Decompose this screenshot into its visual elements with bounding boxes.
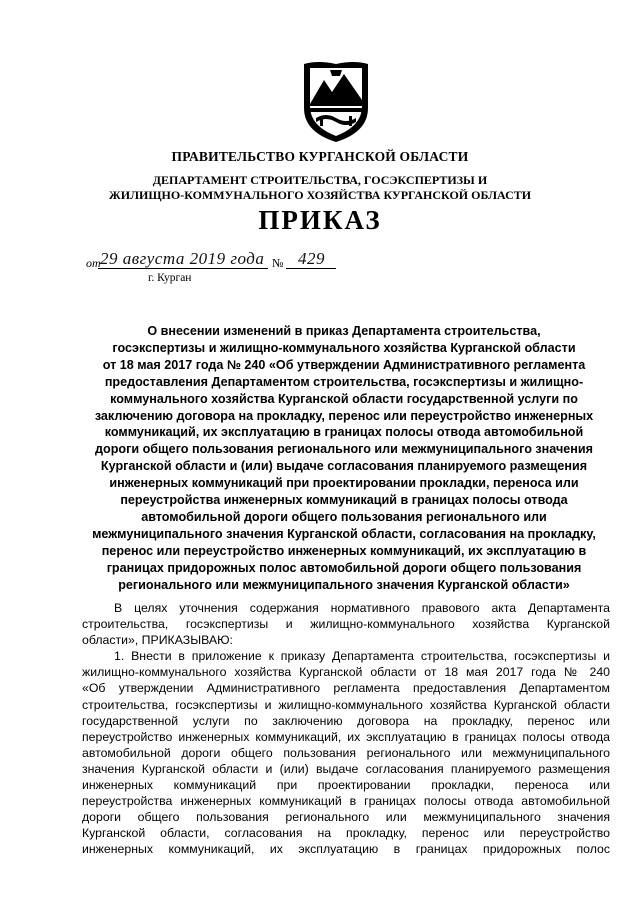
body-line: 1. Внести в приложение к приказу Департамента строительства, госэкспертизы и — [114, 649, 610, 664]
document-type: ПРИКАЗ — [258, 205, 382, 235]
handwritten-date: 29 августа 2019 года — [100, 249, 265, 268]
department-line-1: ДЕПАРТАМЕНТ СТРОИТЕЛЬСТВА, ГОСЭКСПЕРТИЗЫ И — [152, 173, 488, 187]
date-underline — [98, 268, 268, 269]
body-line: области», ПРИКАЗЫВАЮ: — [82, 633, 233, 648]
body-line: инженерных коммуникаций при проектировании прокладки, переноса или — [82, 778, 610, 793]
order-date-line — [86, 249, 386, 286]
title-line: коммунального хозяйства Курганской области государственной услуги по — [110, 391, 578, 406]
title-line: коммуникаций, их эксплуатацию в границах полосы отвода автомобильной — [104, 425, 584, 440]
city: г. Курган — [148, 272, 192, 284]
order-body — [82, 600, 610, 858]
title-line: перенос или переустройство инженерных коммуникаций, их эксплуатацию в — [101, 543, 587, 558]
title-line: межмуниципального значения Курганской области, согласования на прокладку, — [92, 526, 596, 541]
title-line: от 18 мая 2017 года № 240 «Об утверждении Административного регламента — [102, 357, 586, 372]
department-line-2: ЖИЛИЩНО-КОММУНАЛЬНОГО ХОЗЯЙСТВА КУРГАНСКОЙ ОБЛАСТИ — [108, 188, 532, 202]
body-line: переустройство инженерных коммуникаций, их эксплуатацию в границах полосы отвода — [82, 729, 610, 744]
number-underline — [286, 268, 336, 269]
coat-of-arms-icon — [300, 58, 372, 144]
title-line: Курганской области и (или) выдаче согласования планируемого размещения — [100, 459, 588, 474]
title-line: регионального или межмуниципального значения Курганской области» — [118, 577, 570, 592]
government-name: ПРАВИТЕЛЬСТВО КУРГАНСКОЙ ОБЛАСТИ — [171, 149, 469, 164]
title-line: границах придорожных полос автомобильной дороги общего пользования — [106, 560, 582, 575]
handwritten-number: 429 — [298, 249, 325, 268]
body-line: жилищно-коммунального хозяйства Курганской области от 18 мая 2017 года № 240 — [82, 665, 610, 680]
number-prefix: № — [272, 256, 284, 270]
title-line: госэкспертизы и жилищно-коммунального хозяйства Курганской области — [112, 340, 576, 355]
body-line: автомобильной дороги общего пользования регионального или межмуниципального — [82, 745, 610, 760]
body-line: инженерных коммуникаций, их эксплуатацию в границах придорожных полос — [82, 842, 610, 857]
department-name — [0, 173, 640, 203]
body-line: строительства, госэкспертизы и жилищно-коммунального хозяйства Курганской области — [82, 697, 610, 712]
body-line: переустройства инженерных коммуникаций в границах полосы отвода автомобильной — [82, 794, 610, 809]
body-line: В целях уточнения содержания нормативного правового акта Департамента — [114, 601, 610, 615]
title-line: заключению договора на прокладку, перенос или переустройство инженерных — [94, 408, 594, 423]
body-line: значения Курганской области и (или) выдаче согласования планируемого размещения — [82, 761, 610, 776]
title-line: О внесении изменений в приказ Департамента строительства, — [147, 324, 541, 338]
preamble-paragraph — [82, 600, 610, 648]
date-prefix: от — [86, 256, 101, 270]
item-1-paragraph — [82, 648, 610, 857]
title-line: инженерных коммуникаций при проектировании прокладки, переноса или — [109, 476, 579, 491]
body-line: государственной услуги по заключению договора на прокладку, перенос или — [82, 713, 610, 728]
body-line: «Об утверждении Административного регламента предоставления Департаментом — [82, 681, 610, 696]
body-line: строительства, госэкспертизы и жилищно-коммунального хозяйства Курганской — [82, 617, 610, 632]
body-line: Курганской области, согласования на прокладку, перенос или переустройство — [82, 826, 610, 841]
title-line: автомобильной дороги общего пользования регионального или — [141, 509, 547, 524]
title-line: переустройства инженерных коммуникаций в границах полосы отвода — [120, 493, 568, 508]
title-line: дороги общего пользования регионального или межмуниципального значения — [95, 442, 593, 457]
order-title — [84, 323, 604, 594]
title-line: предоставления Департаментом строительства, госэкспертизы и жилищно- — [104, 374, 584, 389]
body-line: дороги общего пользования регионального или межмуниципального значения — [82, 810, 610, 825]
